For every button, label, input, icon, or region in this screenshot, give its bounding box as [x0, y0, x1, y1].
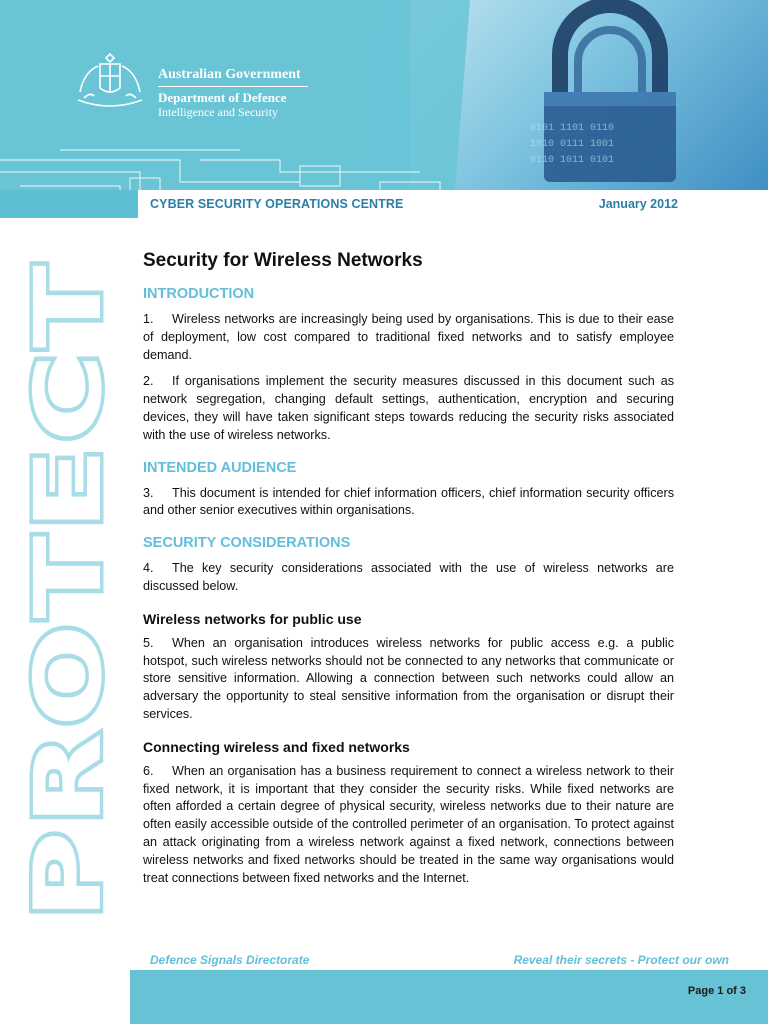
paragraph-3 [143, 485, 674, 521]
classification-text: PROTECT [15, 419, 122, 920]
centre-name: CYBER SECURITY OPERATIONS CENTRE [150, 197, 404, 211]
classification-marking [15, 250, 122, 930]
paragraph-number: 2. [143, 374, 154, 389]
coat-of-arms-icon [70, 52, 150, 112]
gov-title: Australian Government [158, 67, 301, 82]
document-body [143, 248, 674, 896]
government-identity [158, 66, 308, 119]
paragraph-text: Wireless networks are increasingly being used by organisations. This is due to their ease of deployment, low cost compared to traditional fixed networks and to satisfy employee demand. [143, 312, 674, 362]
footer-organisation: Defence Signals Directorate [150, 953, 310, 967]
paragraph-1 [143, 311, 674, 364]
paragraph-number: 5. [143, 635, 154, 650]
paragraph-number: 4. [143, 561, 154, 576]
paragraph-number: 1. [143, 312, 154, 326]
document-date: January 2012 [598, 197, 678, 211]
paragraph-2 [143, 373, 674, 444]
paragraph-text: When an organisation introduces wireless networks for public access e.g. a public hotspot, such wireless networks should not be connected to any networks that communicate or store sensitive information. Allowing a connection between such networks could allow an adversary the opportunity to steal sensitive information from the organisation or disrupt their services. [143, 635, 674, 721]
paragraph-number: 3. [143, 485, 154, 500]
document-title: Security for Wireless Networks [143, 250, 423, 271]
svg-text:0101 1101 0110: 0101 1101 0110 [530, 123, 615, 134]
paragraph-text: This document is intended for chief information officers, chief information security officers and other senior executives within organisations. [143, 485, 674, 518]
paragraph-text: The key security considerations associated with the use of wireless networks are discussed below. [143, 561, 674, 593]
heading-public-use: Wireless networks for public use [143, 610, 362, 627]
page-number: Page 1 of 3 [687, 985, 746, 997]
heading-security-considerations: SECURITY CONSIDERATIONS [143, 535, 351, 552]
unit-name: Intelligence and Security [158, 105, 278, 119]
heading-intended-audience: INTENDED AUDIENCE [143, 459, 297, 476]
svg-text:0110 1011 0101: 0110 1011 0101 [530, 155, 615, 166]
paragraph-text: When an organisation has a business requirement to connect a wireless network to their fixed network, it is important that they consider the security risks. While fixed networks are often afforded a certain degree of physical security, wireless networks due to their nature are often easily accessible outside of the controlled perimeter of an organisation. To protect against an attack originating from a wireless network against a fixed network, connections between wireless networks and fixed networks should be treated in the same way organisations would treat connections between fixed networks and the Internet. [143, 763, 674, 885]
padlock-icon [530, 0, 690, 185]
heading-introduction: INTRODUCTION [143, 286, 255, 302]
paragraph-4 [143, 560, 674, 596]
department-name: Department of Defence [158, 90, 287, 105]
paragraph-5 [143, 635, 674, 724]
footer-bar [130, 970, 768, 1024]
subheader-tab [0, 190, 138, 218]
footer-tagline: Reveal their secrets - Protect our own [513, 953, 729, 967]
paragraph-6 [143, 763, 674, 888]
heading-connecting-networks: Connecting wireless and fixed networks [143, 738, 410, 755]
header-banner [0, 0, 768, 190]
svg-text:1010 0111 1001: 1010 0111 1001 [530, 139, 615, 150]
paragraph-text: If organisations implement the security measures discussed in this document such as network segregation, changing default settings, authentication, encryption and securing devices, they will have taken significant steps towards reducing the security risks associated with the use of wireless networks. [143, 374, 674, 442]
paragraph-number: 6. [143, 763, 154, 778]
gov-divider [158, 86, 308, 87]
